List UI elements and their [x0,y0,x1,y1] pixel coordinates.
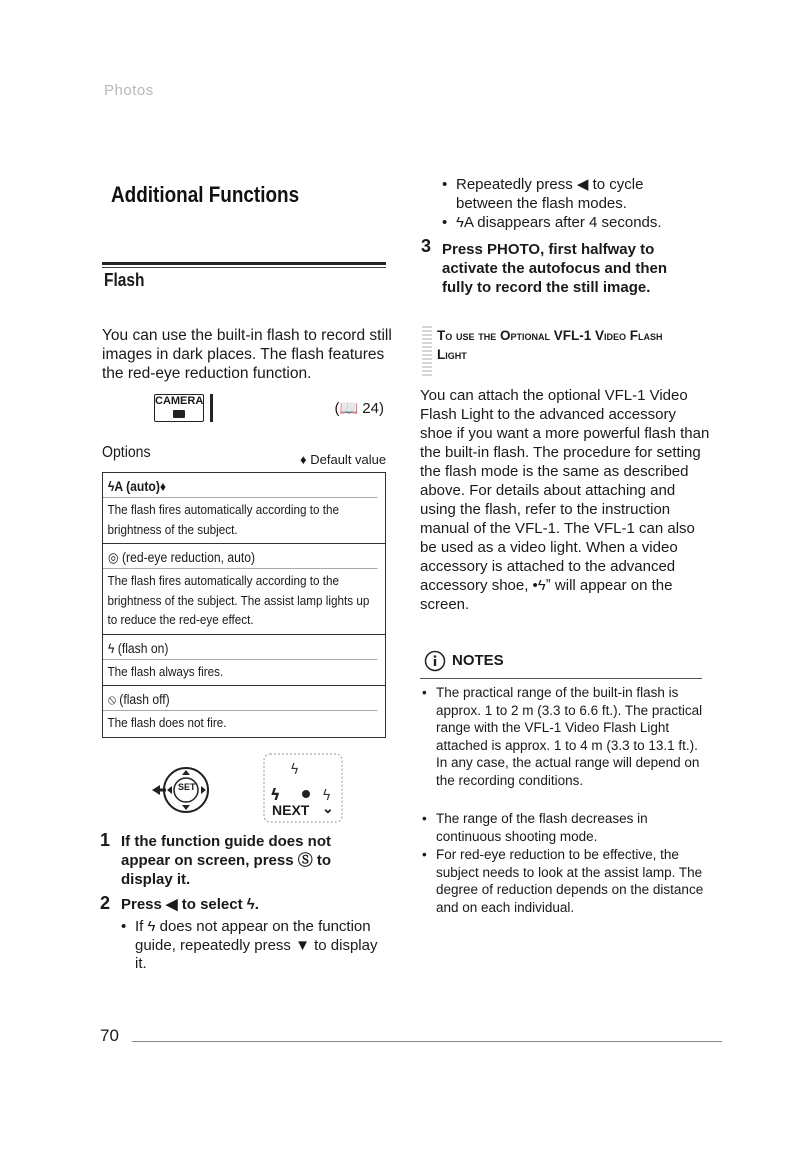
note-1-text: The practical range of the built-in flash is approx. 1 to 2 m (3.3 to 6.6 ft.). The practical range with the VFL-1 Video Flash Light attached is approx. 1 to 4 m (3.3 to 13.1 ft.). In any case, the actual range will depend on the recording conditions. [436,685,703,788]
page-title: Additional Functions [111,182,300,207]
note-3: • For red-eye reduction to be effective, the subject needs to look at the assist lamp. The degree of reduction depends on the distance and on each individual. [422,847,704,915]
set-label: SET [178,782,196,792]
option-auto [103,473,385,543]
camera-mode-icon [154,394,204,422]
options-label: Options [102,444,151,461]
note-2-text: The range of the flash decreases in continuous shooting mode. [436,811,648,844]
option-flash-on-desc: The flash always fires. [103,659,378,686]
step-3-pre-bullet-1: • Repeatedly press ◀ to cycle between the flash modes. [442,176,692,213]
dpad-icon [150,760,214,824]
camera-icon [173,410,185,418]
note-1: • The practical range of the built-in flash is approx. 1 to 2 m (3.3 to 6.6 ft.). The practical range with the VFL-1 Video Flash Light attached is approx. 1 to 4 m (3.3 to 13.1 ft.). In any case, the actual range will depend on the recording conditions. [422,685,703,788]
intro-paragraph: You can use the built-in flash to record still images in dark places. The flash features the red-eye reduction function. [102,327,392,382]
vfl-heading-line-2: Light [437,347,467,362]
camera-mode-label: CAMERA [155,395,204,407]
step-3-pre-bullet-1-text: Repeatedly press ◀ to cycle between the flash modes. [456,176,644,212]
mode-indicator [120,392,388,422]
step-2-bullet: • If ϟ does not appear on the function guide, repeatedly press ▼ to display it. [121,918,383,974]
step-2-text: Press ◀ to select ϟ. [121,896,259,913]
vfl-heading-line-1: To use the Optional VFL-1 Video Flash [437,328,663,343]
step-3-pre-bullet-2-text: ϟA disappears after 4 seconds. [456,214,662,231]
option-flash-off-desc: The flash does not fire. [103,710,378,737]
options-table [102,472,386,738]
step-2-bullet-text: If ϟ does not appear on the function guide, repeatedly press ▼ to display it. [135,918,378,972]
option-red-eye [103,543,385,634]
step-3-pre-bullet-2: • ϟA disappears after 4 seconds. [442,214,692,233]
step-1-number: 1 [100,830,111,850]
default-value-label: ♦ Default value [300,452,387,467]
info-icon [424,650,446,672]
svg-text:ϟ: ϟ [270,785,281,804]
svg-text:ϟ: ϟ [290,762,300,778]
option-flash-off-head: ⦸ (flash off) [108,692,170,707]
step-1-text: If the function guide does not appear on screen, press Ⓢ to display it. [121,833,332,888]
section-label: Photos [104,82,154,99]
option-red-eye-head: ◎ (red-eye reduction, auto) [108,550,256,565]
subsection-title: Flash [104,270,145,290]
title-rule [102,262,386,265]
step-2-number: 2 [100,893,111,913]
note-2: • The range of the flash decreases in continuous shooting mode. [422,810,704,845]
notes-rule [420,678,702,679]
step-3-number: 3 [421,236,432,256]
option-flash-on-head: ϟ (flash on) [108,640,169,656]
vfl-heading [437,326,707,364]
mode-bar [210,394,213,422]
option-red-eye-desc: The flash fires automatically according to the brightness of the subject. The assist lamp lights up to reduce the red-eye effect. [103,568,378,634]
chevron-down-icon: ⌄ [322,800,334,816]
option-auto-head: ϟA (auto)♦ [108,479,167,494]
vfl-body: You can attach the optional VFL-1 Video Flash Light to the advanced accessory shoe if you want a more powerful flash than the built-in flash. The procedure for setting the flash mode is the same as described above. For details about attaching and using the flash, refer to the instruction manual of the VFL-1. The VFL-1 can also be used as a video light. When a video accessory is attached to the advanced accessory shoe, •ϟˮ will appear on the screen. [420,387,710,613]
page-reference: (📖 24) [334,400,384,417]
page-number: 70 [100,1026,119,1045]
function-guide-icon [260,752,346,826]
option-flash-on [103,634,385,686]
notes-title: NOTES [452,652,504,669]
heading-strip [422,326,432,376]
option-auto-desc: The flash fires automatically according to the brightness of the subject. [103,497,378,543]
next-label: NEXT [272,802,310,818]
title-rule-thin [102,267,386,268]
svg-text:ϟ: ϟ [322,788,332,804]
option-flash-off [103,685,385,737]
footer-rule [132,1041,722,1042]
note-3-text: For red-eye reduction to be effective, the subject needs to look at the assist lamp. The degree of reduction depends on the distance and on each individual. [436,847,704,915]
step-3-text: Press PHOTO, first halfway to activate the autofocus and then fully to record the still image. [442,241,668,296]
